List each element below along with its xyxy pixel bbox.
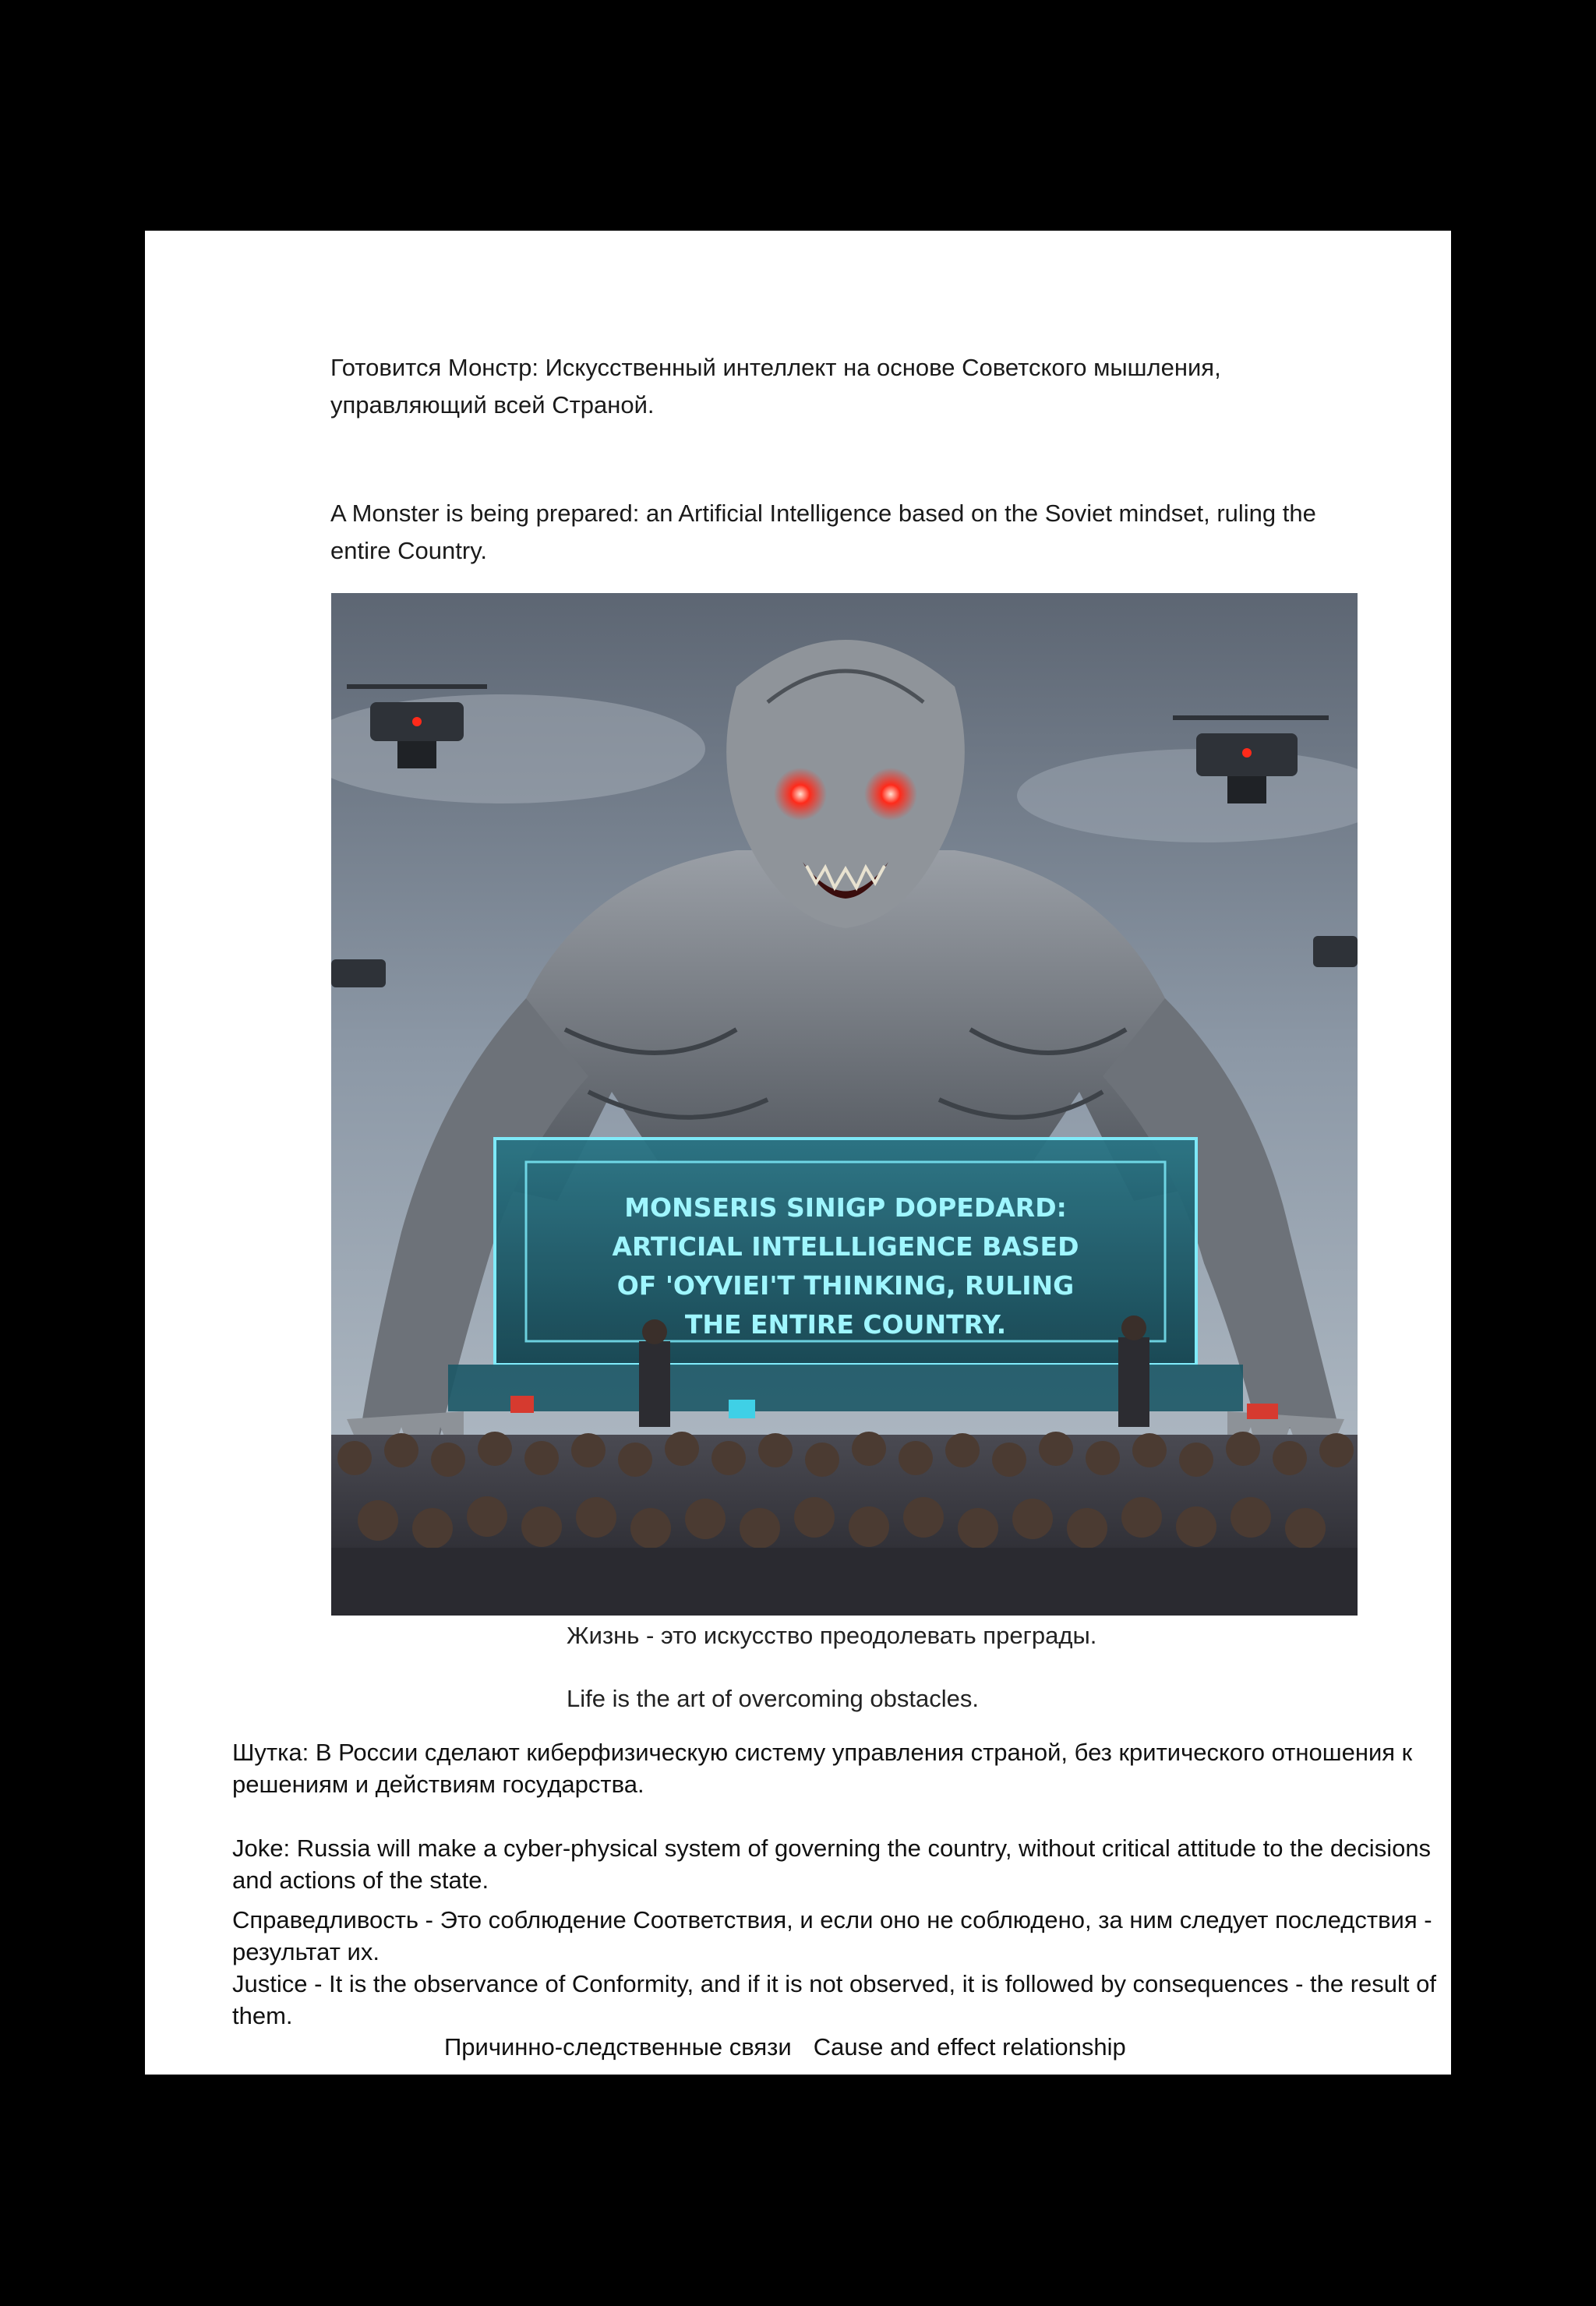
right-eye-glow xyxy=(864,768,917,821)
heading-russian: Готовится Монстр: Искусственный интеллект на основе Советского мышления, управляющий всей Страной. xyxy=(330,354,1221,418)
screen-text-line-2: ARTICIAL INTELLLIGENCE BASED xyxy=(612,1231,1079,1262)
screen-text-line-3: OF 'OYVIEI'T THINKING, RULING xyxy=(616,1270,1075,1301)
document-page xyxy=(145,231,1451,2075)
footer-english: Cause and effect relationship xyxy=(813,2033,1126,2061)
justice-russian: Справедливость - Это соблюдение Соответствия, и если оно не соблюдено, за ним следует последствия - результат их. xyxy=(232,1906,1432,1965)
screen-text-line-4: THE ENTIRE COUNTRY. xyxy=(684,1309,1007,1340)
crowd xyxy=(331,1432,1358,1616)
footer-russian: Причинно-следственные связи xyxy=(444,2033,792,2061)
drone-far-left xyxy=(331,959,386,987)
caption-russian: Жизнь - это искусство преодолевать преграды. xyxy=(567,1622,1097,1649)
monster-ai-illustration xyxy=(331,593,1358,1616)
heading-english: A Monster is being prepared: an Artificial Intelligence based on the Soviet mindset, ruling the entire Country. xyxy=(330,500,1316,564)
cause-effect-footer xyxy=(444,2031,1126,2063)
joke-english: Joke: Russia will make a cyber-physical system of governing the country, without critical attitude to the decisions and actions of the state. xyxy=(232,1835,1432,1894)
screen-text-line-1: MONSERIS SINIGP DOPEDARD: xyxy=(624,1192,1067,1223)
caption-english: Life is the art of overcoming obstacles. xyxy=(567,1685,979,1712)
drone-far-right xyxy=(1313,936,1358,967)
joke-russian: Шутка: В России сделают киберфизическую систему управления страной, без критического отношения к решениям и действиям государства. xyxy=(232,1739,1413,1798)
left-eye-glow xyxy=(774,768,827,821)
justice-english: Justice - It is the observance of Conformity, and if it is not observed, it is followed by consequences - the result of them. xyxy=(232,1970,1437,2029)
